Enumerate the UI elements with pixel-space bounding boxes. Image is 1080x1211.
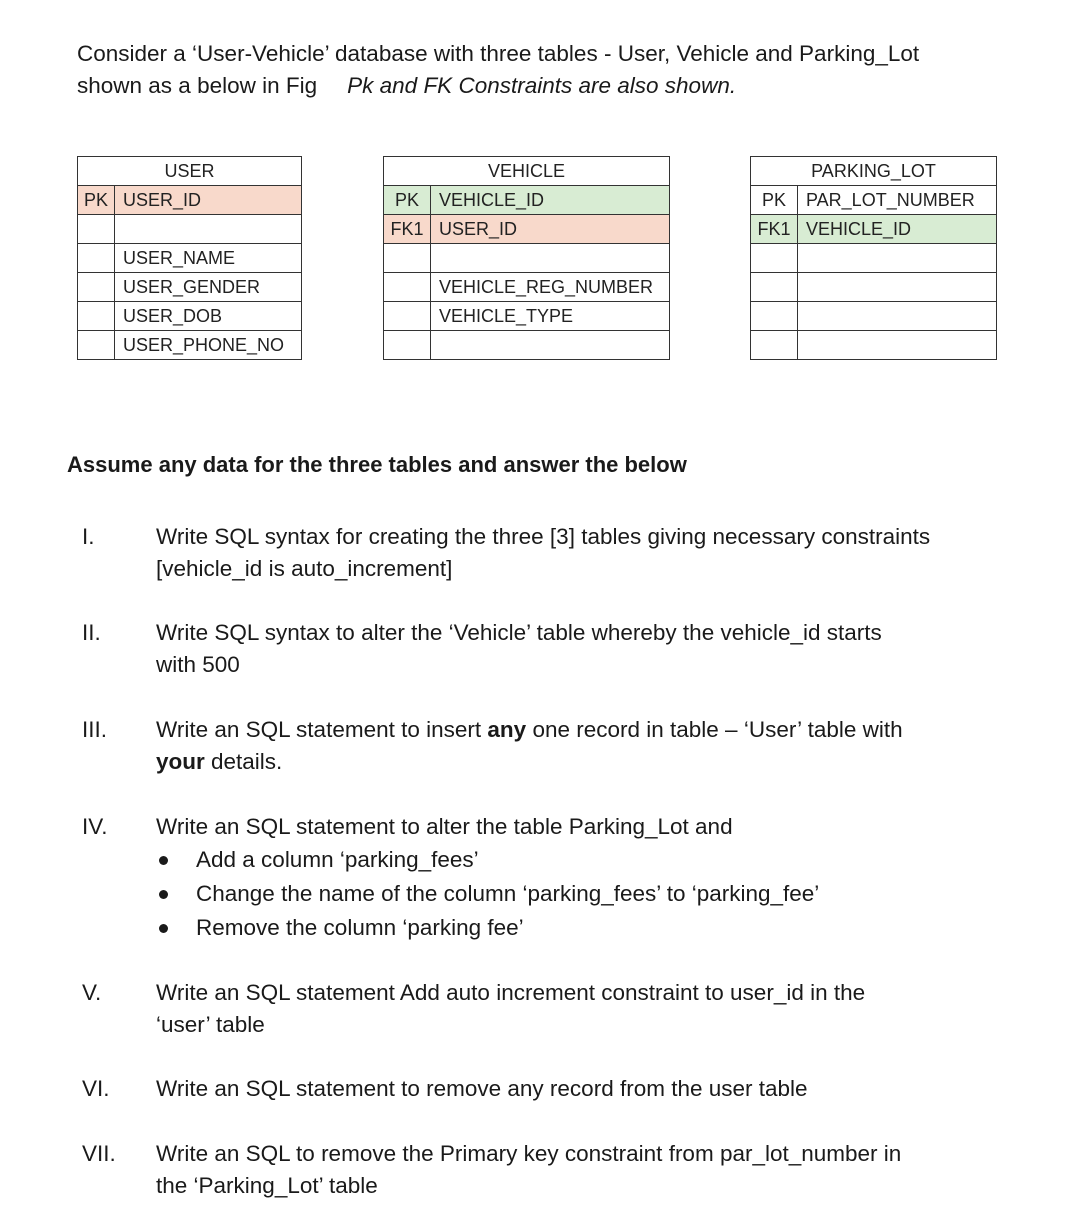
- bullet-dot-icon: [159, 856, 168, 865]
- empty-cell: [798, 244, 997, 273]
- question-text: [156, 977, 1036, 1041]
- empty-cell: [384, 331, 431, 360]
- question-line: Write SQL syntax for creating the three [3] tables giving necessary constraints: [156, 524, 931, 549]
- question-number: VI.: [82, 1076, 110, 1101]
- intro-line-2: [77, 70, 919, 102]
- bold-word: any: [487, 717, 527, 742]
- user-field: USER_GENDER: [115, 273, 302, 302]
- empty-cell: [798, 331, 997, 360]
- question-number: II.: [82, 620, 101, 645]
- question-text: [156, 521, 1036, 585]
- text-segment: Write an SQL statement to insert: [156, 717, 488, 742]
- parking-lot-table: [750, 156, 997, 360]
- vehicle-fk-field: USER_ID: [431, 215, 670, 244]
- parking-pk-field: PAR_LOT_NUMBER: [798, 186, 997, 215]
- empty-cell: [384, 302, 431, 331]
- parking-table-title: PARKING_LOT: [751, 157, 997, 186]
- bold-word: your: [156, 749, 205, 774]
- question-text: [156, 811, 1036, 945]
- intro-line-1: Consider a ‘User-Vehicle’ database with three tables - User, Vehicle and Parking_Lot: [77, 41, 920, 66]
- bullet-item: [156, 877, 1036, 911]
- parking-pk-label: PK: [751, 186, 798, 215]
- empty-cell: [798, 302, 997, 331]
- user-field: USER_NAME: [115, 244, 302, 273]
- user-field: USER_DOB: [115, 302, 302, 331]
- empty-cell: [751, 331, 798, 360]
- empty-cell: [798, 273, 997, 302]
- vehicle-fk-label: FK1: [384, 215, 431, 244]
- question-line: [vehicle_id is auto_increment]: [156, 556, 453, 581]
- bullet-text: Remove the column ‘parking fee’: [196, 915, 524, 940]
- user-pk-field: USER_ID: [115, 186, 302, 215]
- question-line: ‘user’ table: [156, 1012, 265, 1037]
- vehicle-pk-field: VEHICLE_ID: [431, 186, 670, 215]
- empty-cell: [751, 273, 798, 302]
- question-line: [156, 746, 1036, 778]
- vehicle-field: VEHICLE_TYPE: [431, 302, 670, 331]
- text-segment: one record in table – ‘User’ table with: [526, 717, 903, 742]
- vehicle-pk-label: PK: [384, 186, 431, 215]
- empty-cell: [751, 244, 798, 273]
- empty-cell: [384, 273, 431, 302]
- question-number: III.: [82, 717, 108, 742]
- parking-fk-label: FK1: [751, 215, 798, 244]
- empty-cell: [431, 244, 670, 273]
- question-line: with 500: [156, 652, 240, 677]
- bullet-item: [156, 843, 1036, 877]
- question-text: [156, 1138, 1036, 1202]
- vehicle-table: [383, 156, 670, 360]
- bullet-item: [156, 911, 1036, 945]
- intro-line-2-text: shown as a below in Fig: [77, 73, 318, 98]
- question-line: [156, 714, 1036, 746]
- text-segment: details.: [204, 749, 283, 774]
- bullet-text: Change the name of the column ‘parking_fees’ to ‘parking_fee’: [196, 881, 820, 906]
- empty-cell: [78, 215, 115, 244]
- question-number: IV.: [82, 814, 108, 839]
- intro-constraints-note: Pk and FK Constraints are also shown.: [347, 73, 737, 98]
- empty-cell: [78, 244, 115, 273]
- empty-cell: [78, 331, 115, 360]
- empty-cell: [384, 244, 431, 273]
- bullet-dot-icon: [159, 924, 168, 933]
- question-text: [156, 617, 1036, 681]
- question-line: Write SQL syntax to alter the ‘Vehicle’ table whereby the vehicle_id starts: [156, 620, 882, 645]
- bullet-dot-icon: [159, 890, 168, 899]
- question-line: the ‘Parking_Lot’ table: [156, 1173, 378, 1198]
- question-text: [156, 714, 1036, 778]
- question-number: I.: [82, 524, 95, 549]
- empty-cell: [78, 302, 115, 331]
- question-line: Write an SQL statement Add auto increment constraint to user_id in the: [156, 980, 866, 1005]
- bullet-text: Add a column ‘parking_fees’: [196, 847, 479, 872]
- question-line: Write an SQL statement to alter the table Parking_Lot and: [156, 814, 733, 839]
- empty-cell: [78, 273, 115, 302]
- question-number: VII.: [82, 1141, 116, 1166]
- question-number: V.: [82, 980, 102, 1005]
- parking-fk-field: VEHICLE_ID: [798, 215, 997, 244]
- question-line: Write an SQL statement to remove any record from the user table: [156, 1076, 808, 1101]
- empty-cell: [115, 215, 302, 244]
- user-table-title: USER: [78, 157, 302, 186]
- empty-cell: [751, 302, 798, 331]
- question-line: Write an SQL to remove the Primary key constraint from par_lot_number in: [156, 1141, 902, 1166]
- question-text: [156, 1073, 1036, 1105]
- vehicle-table-title: VEHICLE: [384, 157, 670, 186]
- intro-text: [77, 38, 919, 102]
- user-pk-label: PK: [78, 186, 115, 215]
- user-table: [77, 156, 302, 360]
- assume-heading: Assume any data for the three tables and answer the below: [67, 452, 687, 477]
- empty-cell: [431, 331, 670, 360]
- bullet-list: [156, 843, 1036, 945]
- vehicle-field: VEHICLE_REG_NUMBER: [431, 273, 670, 302]
- user-field: USER_PHONE_NO: [115, 331, 302, 360]
